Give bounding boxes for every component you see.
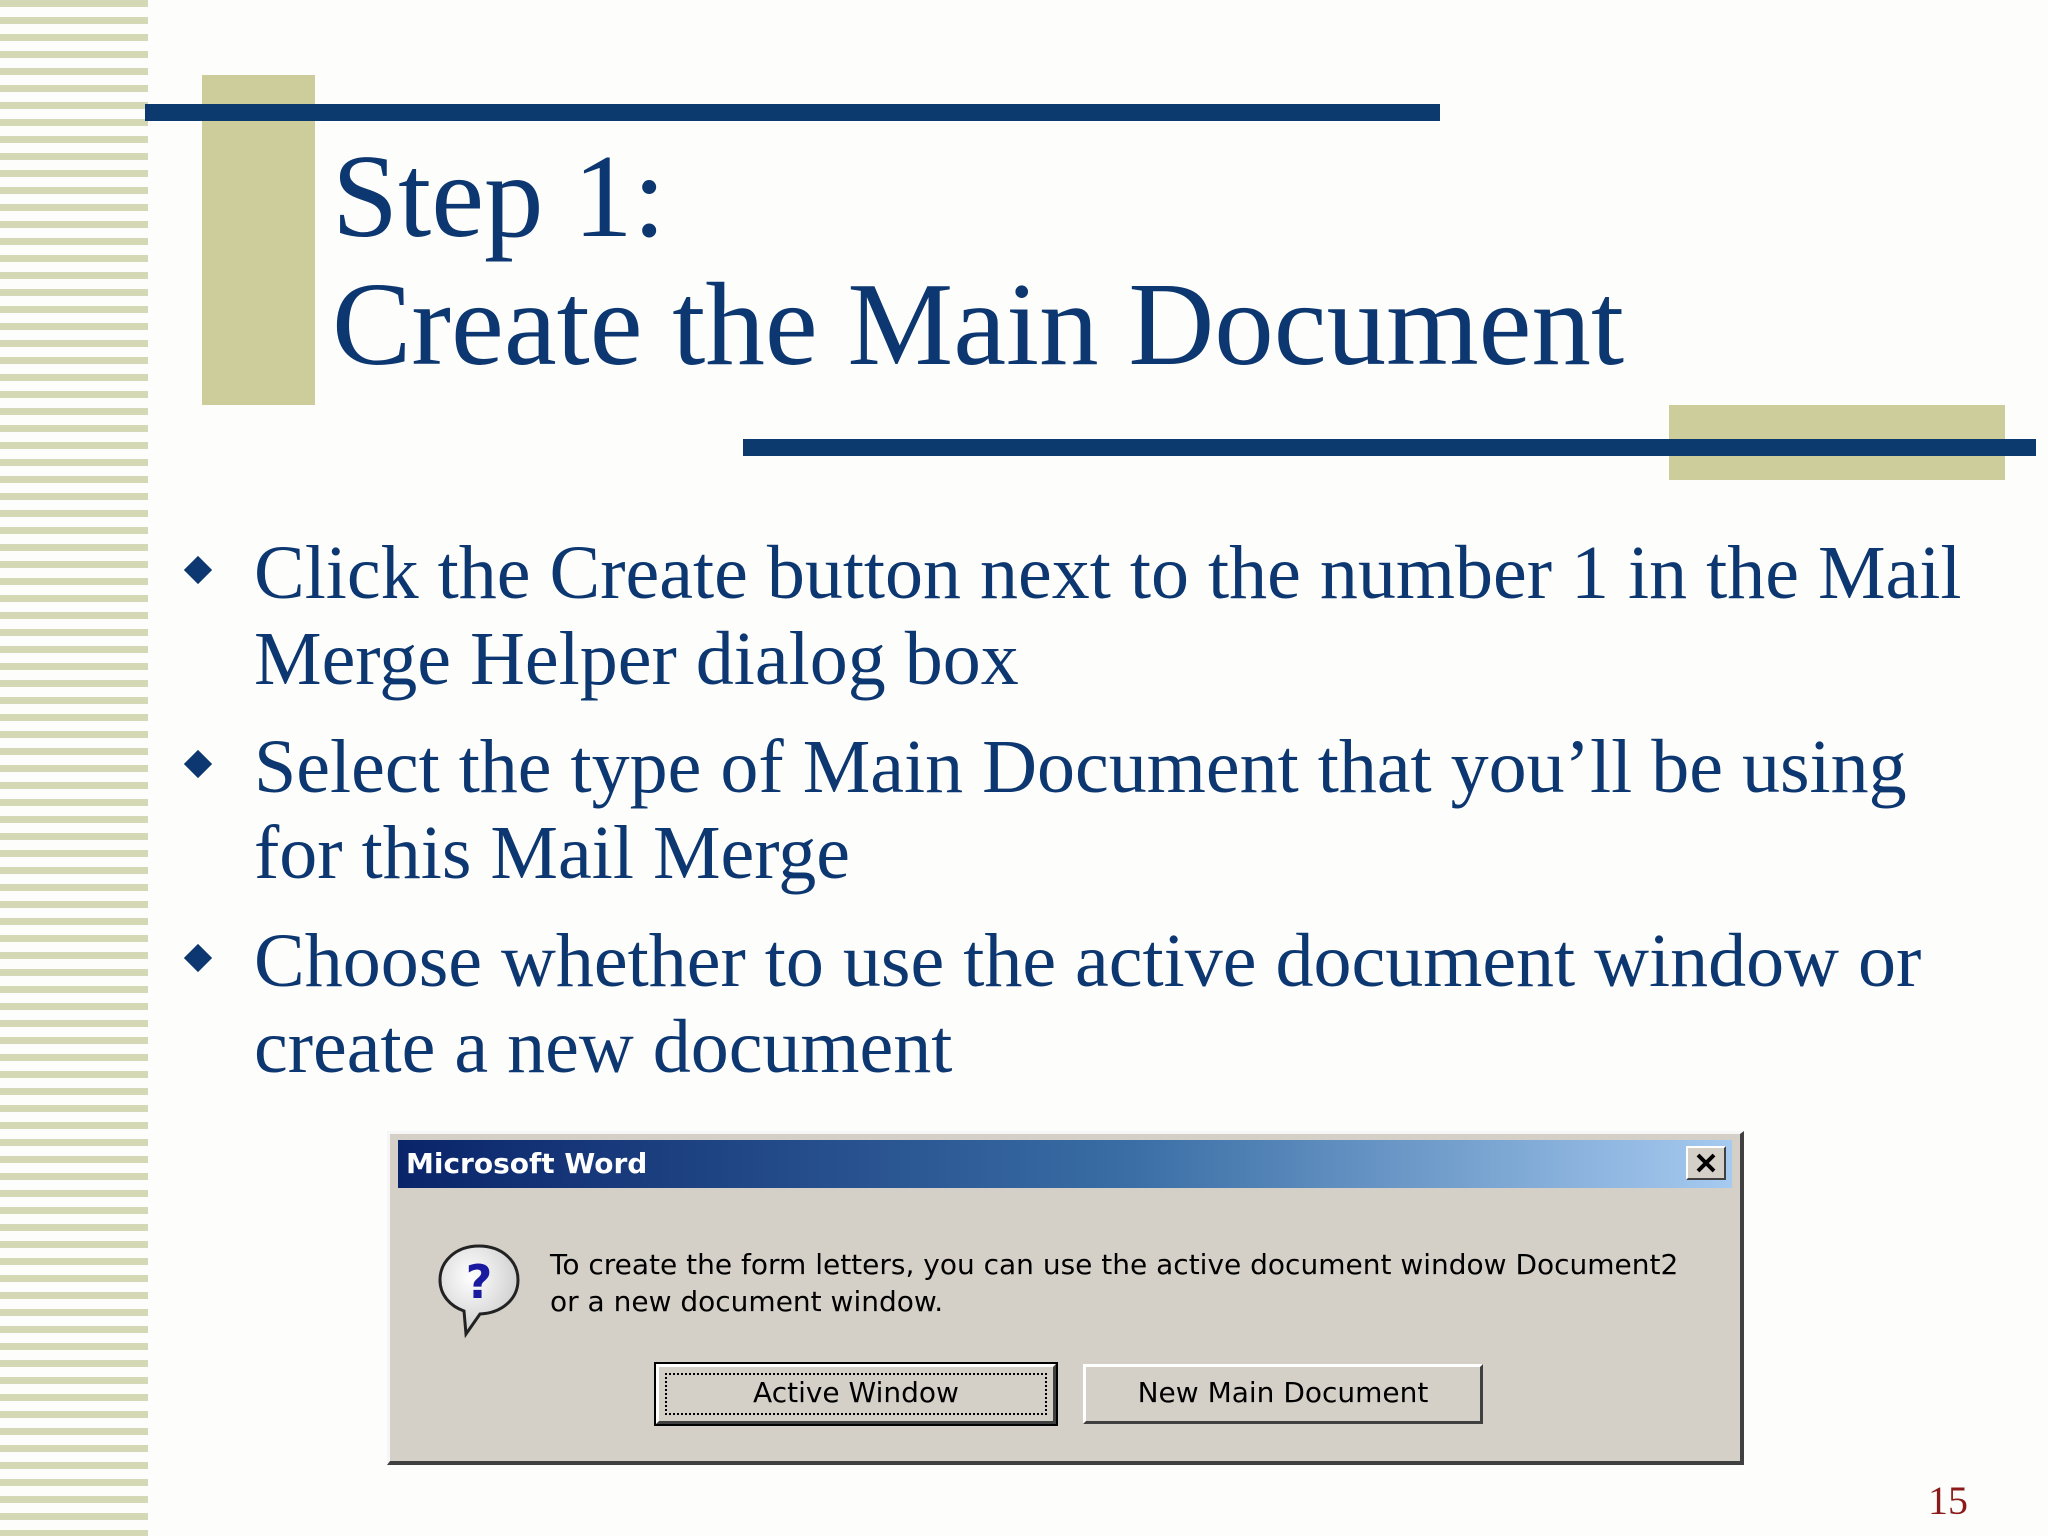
title-accent-block xyxy=(202,75,315,405)
new-main-document-label: New Main Document xyxy=(1137,1376,1429,1409)
page-number: 15 xyxy=(1928,1478,1968,1523)
dialog-message: To create the form letters, you can use the active document window Document2 or a new document window. xyxy=(550,1248,1679,1318)
bullet-text: Select the type of Main Document that you’ll be using for this Mail Merge xyxy=(254,725,1907,895)
bullet-item xyxy=(178,530,1998,702)
focus-ring xyxy=(665,1373,1047,1415)
striped-side-panel xyxy=(0,0,148,1536)
close-button[interactable] xyxy=(1686,1146,1726,1180)
title-line-2: Create the Main Document xyxy=(332,258,1625,390)
bullet-text: Choose whether to use the active document window or create a new document xyxy=(254,919,1922,1089)
top-rule xyxy=(145,104,1440,121)
bullet-item xyxy=(178,724,1998,896)
dialog-title: Microsoft Word xyxy=(406,1147,648,1180)
bullet-text: Click the Create button next to the number 1 in the Mail Merge Helper dialog box xyxy=(254,531,1962,701)
bullet-list xyxy=(178,530,1998,1112)
dialog-titlebar[interactable] xyxy=(398,1140,1732,1188)
bullet-item xyxy=(178,918,1998,1090)
diamond-bullet-icon xyxy=(184,944,212,972)
question-icon xyxy=(436,1242,522,1342)
diamond-bullet-icon xyxy=(184,750,212,778)
slide-title xyxy=(332,132,1624,388)
diamond-bullet-icon xyxy=(184,556,212,584)
close-icon xyxy=(1695,1153,1717,1173)
message-dialog xyxy=(387,1131,1744,1465)
svg-text:?: ? xyxy=(465,1255,493,1309)
title-line-1: Step 1: xyxy=(332,130,666,262)
active-window-button[interactable] xyxy=(656,1364,1056,1424)
active-window-label: Active Window xyxy=(753,1376,959,1409)
new-main-document-button[interactable] xyxy=(1083,1364,1483,1424)
bottom-rule xyxy=(743,439,2036,456)
